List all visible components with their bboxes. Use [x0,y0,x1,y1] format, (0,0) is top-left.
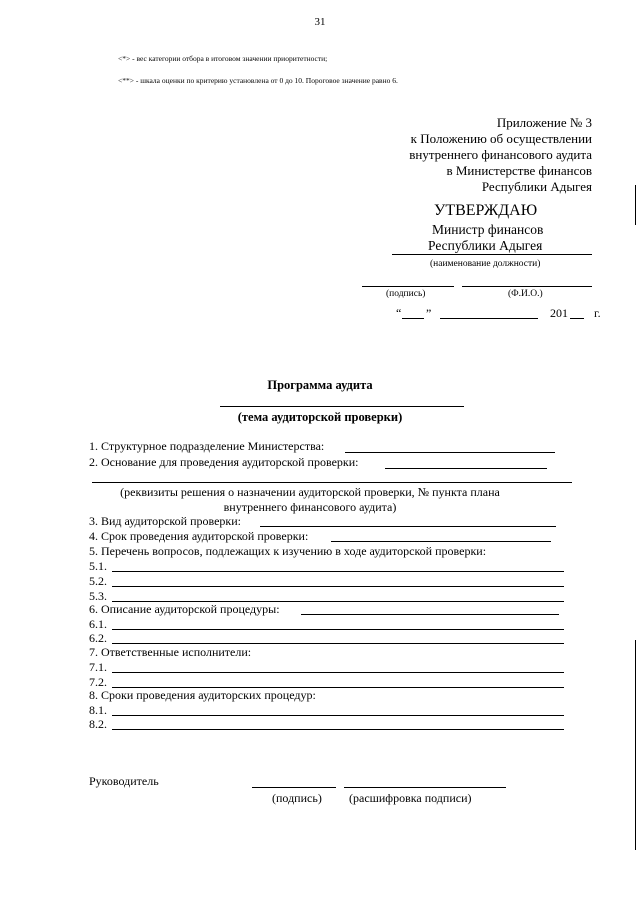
program-title: Программа аудита [267,378,373,392]
date-year-suffix: г. [594,306,601,320]
item-2-line [385,468,547,469]
item-6-2: 6.2. [89,631,107,645]
date-month-line [440,318,538,319]
item-4: 4. Срок проведения аудиторской проверки: [89,529,309,543]
topic-line [220,406,464,407]
item-7-1-line [112,672,564,673]
head-signature-line [252,787,336,788]
position-caption: (наименование должности) [430,259,541,269]
scan-edge-mark [635,185,636,225]
appendix-line: к Положению об осуществлении [410,131,592,146]
fio-line [462,286,592,287]
appendix-line: Приложение № 3 [496,115,592,130]
fio-caption: (Ф.И.О.) [508,289,543,299]
appendix-line: внутреннего финансового аудита [409,147,592,162]
requisites-caption: (реквизиты решения о назначении аудиторской проверки, № пункта плана внутреннего финансового аудита) [120,485,500,514]
approval-position-underline [392,254,592,255]
appendix-block [409,115,592,195]
head-label: Руководитель [89,774,159,788]
item-1: 1. Структурное подразделение Министерства: [89,439,325,453]
item-6-line [301,614,559,615]
item-6-2-line [112,643,564,644]
date-year: 201 [550,306,568,320]
item-5-2-line [112,586,564,587]
approval-position-line2: Республики Адыгея [428,238,543,253]
head-decode-line [344,787,506,788]
topic-caption: (тема аудиторской проверки) [237,410,403,424]
item-7-2: 7.2. [89,675,107,689]
signature-caption: (подпись) [386,289,426,299]
item-8-2: 8.2. [89,717,107,731]
item-7: 7. Ответственные исполнители: [89,645,252,659]
item-4-line [331,541,551,542]
item-7-1: 7.1. [89,660,107,674]
item-5-1: 5.1. [89,559,107,573]
item-5-1-line [112,571,564,572]
item-3: 3. Вид аудиторской проверки: [89,514,242,528]
footnote-scale: <**> - шкала оценки по критерию установлена от 0 до 10. Пороговое значение равно 6. [118,76,398,85]
item-6: 6. Описание аудиторской процедуры: [89,602,280,616]
appendix-line: Республики Адыгея [481,179,592,194]
approval-position-line1: Министр финансов [432,222,544,237]
item-6-1-line [112,629,564,630]
item-3-line [260,526,556,527]
item-5: 5. Перечень вопросов, подлежащих к изучению в ходе аудиторской проверки: [89,544,487,558]
head-decode-caption: (расшифровка подписи) [349,791,472,805]
appendix-line: в Министерстве финансов [446,163,592,178]
footnote-weight: <*> - вес категории отбора в итоговом значении приоритетности; [118,54,328,63]
scan-edge-mark [635,640,636,850]
item-6-1: 6.1. [89,617,107,631]
date-quote-open: “ [396,306,402,320]
head-signature-caption: (подпись) [272,791,322,805]
item-8-2-line [112,729,564,730]
requisites-line [92,482,572,483]
item-8-1: 8.1. [89,703,107,717]
date-day-line [402,318,424,319]
item-5-2: 5.2. [89,574,107,588]
item-1-line [345,452,555,453]
item-2: 2. Основание для проведения аудиторской проверки: [89,455,359,469]
page-number: 31 [314,16,326,28]
date-year-line [570,318,584,319]
approval-title: УТВЕРЖДАЮ [434,202,538,219]
item-5-3: 5.3. [89,589,107,603]
signature-line [362,286,454,287]
date-quote-close: ” [426,306,432,320]
item-8-1-line [112,715,564,716]
item-8: 8. Сроки проведения аудиторских процедур: [89,688,316,702]
